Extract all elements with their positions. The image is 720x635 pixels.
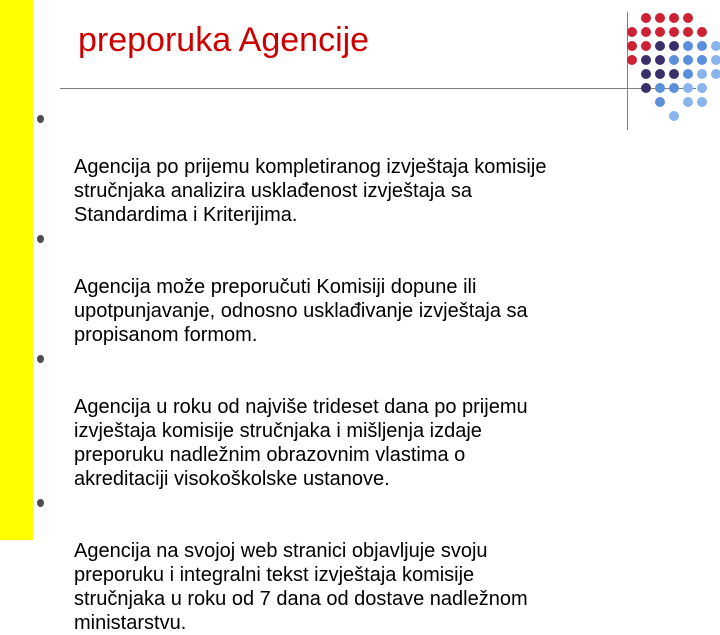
dot [655,27,665,37]
dot [697,27,707,37]
dot [683,13,693,23]
horizontal-divider [60,88,696,89]
dot [627,27,637,37]
dot [669,13,679,23]
dot [669,55,679,65]
bullet-item [0,491,720,635]
dot [669,41,679,51]
bullet-text: Agencija može preporučuti Komisiji dopune ili upotpunjavanje, odnosno usklađivanje izvještaja sa propisanom formom. [74,276,528,346]
dot [683,55,693,65]
bullet-text: Agencija u roku od najviše trideset dana po prijemu izvještaja komisije stručnjaka i mišljenja izdaje preporuku nadležnim obrazovnim vlastima o akreditaciji visokoškolske ustanove. [74,396,528,490]
bullet-item [0,347,720,491]
dot [641,13,651,23]
bullet-text: Agencija po prijemu kompletiranog izvještaja komisije stručnjaka analizira usklađenost izvještaja sa Standardima i Kriterijima. [74,156,547,226]
dot [697,97,707,107]
dot [697,41,707,51]
dot [697,69,707,79]
dot [655,69,665,79]
bullet-item [0,107,720,227]
dot [641,41,651,51]
bullet-dot-icon [37,355,44,363]
dot [711,55,720,65]
slide-title: preporuka Agencije [78,21,370,59]
bullet-dot-icon [37,115,44,123]
dot [655,41,665,51]
dot [669,27,679,37]
dot [697,83,707,93]
dot [641,27,651,37]
bullet-dot-icon [37,235,44,243]
dot [711,41,720,51]
dot [655,97,665,107]
dot [669,69,679,79]
bullet-list [0,107,720,635]
bullet-text: Agencija na svojoj web stranici objavljuje svoju preporuku i integralni tekst izvještaja komisije stručnjaka u roku od 7 dana od dostave nadležnom ministarstvu. [74,540,528,634]
dot [683,97,693,107]
dot [683,69,693,79]
dot [683,27,693,37]
dot [641,55,651,65]
dot [655,13,665,23]
dot [683,41,693,51]
dot [627,55,637,65]
dot [641,69,651,79]
dot [627,41,637,51]
bullet-item [0,227,720,347]
dot [697,55,707,65]
bullet-dot-icon [37,499,44,507]
dot [655,55,665,65]
dot [711,69,720,79]
